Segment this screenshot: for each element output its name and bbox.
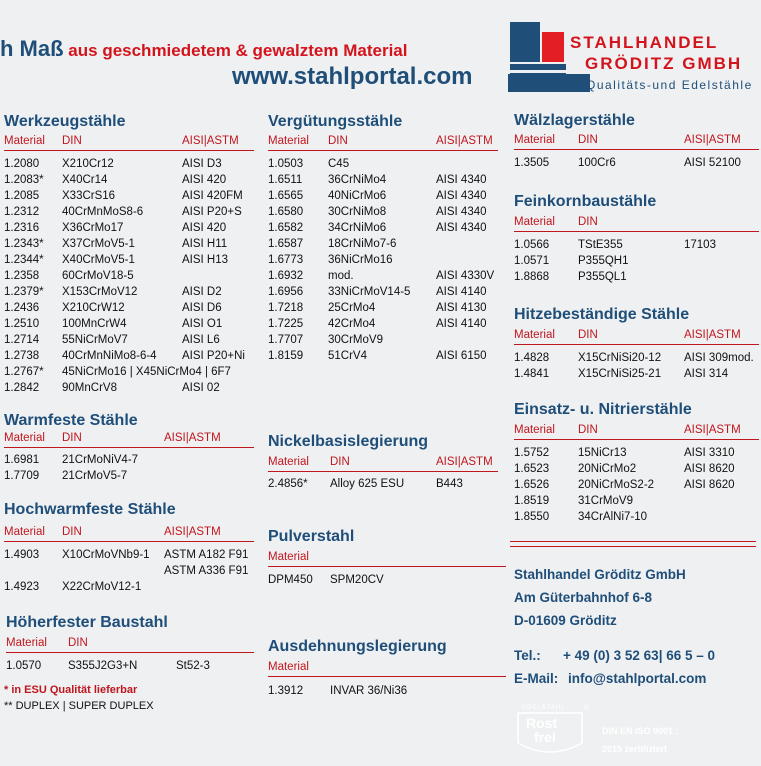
cell-material: 1.2738: [4, 350, 40, 362]
headline: [0, 36, 407, 62]
logo-tagline: Qualitäts-und Edelstähle: [586, 78, 753, 92]
table-row: [4, 549, 254, 565]
section-feinkornbaustaehle: [514, 193, 759, 287]
table-header: [6, 637, 254, 653]
cell-material: 1.7707: [268, 334, 304, 346]
cell-aisi: AISI 8620: [684, 479, 735, 491]
table-row: [4, 286, 254, 302]
header-aisi: AISI|ASTM: [436, 135, 493, 147]
table-header: [268, 551, 506, 567]
table-row: [4, 334, 254, 350]
header-material: Material: [4, 135, 45, 147]
table-row: [268, 238, 498, 254]
cell-material: 1.0566: [514, 239, 550, 251]
table-row: [268, 254, 498, 270]
cell-material: 1.6956: [268, 286, 304, 298]
header-material: Material: [268, 661, 309, 673]
cell-din: 40CrMnMoS8-6: [62, 206, 144, 218]
table-row: [268, 302, 498, 318]
cell-material: 1.4903: [4, 549, 40, 561]
header-aisi: AISI|ASTM: [164, 432, 221, 444]
cell-material: 1.2436: [4, 302, 40, 314]
table-header: [4, 432, 254, 448]
cell-din: P355QL1: [578, 271, 627, 283]
table-body: [268, 685, 506, 701]
cell-din: 60CrMoV18-5: [62, 270, 134, 282]
badge-rost: Rost: [526, 715, 558, 731]
cell-material: 1.2312: [4, 206, 40, 218]
cell-aisi: AISI 02: [182, 382, 220, 394]
cell-material: 1.2085: [4, 190, 40, 202]
cell-aisi: AISI 6150: [436, 350, 487, 362]
cell-material: 1.8868: [514, 271, 550, 283]
table-row: [4, 470, 254, 486]
section-werkzeugstaehle: [4, 113, 254, 398]
cell-material: 1.2343*: [4, 238, 44, 250]
cell-din: X22CrMoV12-1: [62, 581, 142, 593]
cell-din: 33NiCrMoV14-5: [328, 286, 411, 298]
table-row: [4, 222, 254, 238]
section-title: Ausdehnungslegierung: [268, 638, 447, 655]
section-title: Pulverstahl: [268, 528, 355, 545]
section-title: Wälzlagerstähle: [514, 112, 635, 129]
cell-material: 1.2379*: [4, 286, 44, 298]
cell-din: Alloy 625 ESU: [330, 478, 405, 490]
table-row: [268, 174, 498, 190]
note-esu: * in ESU Qualität lieferbar: [4, 684, 138, 696]
cell-material: 2.4856*: [268, 478, 308, 490]
cell-material: 1.8519: [514, 495, 550, 507]
table-row: [6, 660, 254, 676]
table-body: [514, 447, 759, 527]
section-waelzlagerstaehle: [514, 112, 759, 173]
header-aisi: AISI|ASTM: [684, 424, 741, 436]
contact-phone[interactable]: + 49 (0) 3 52 63| 66 5 – 0: [563, 648, 716, 663]
cell-din: 20NiCrMoS2-2: [578, 479, 655, 491]
cell-aisi: B443: [436, 478, 463, 490]
cell-material: 1.0571: [514, 255, 550, 267]
certification-line2: 2015 zertifiziert: [602, 744, 668, 754]
section-title: Nickelbasislegierung: [268, 433, 429, 450]
section-title: Feinkornbaustähle: [514, 193, 657, 210]
table-row: [4, 350, 254, 366]
cell-material: 1.0570: [6, 660, 42, 672]
cell-material: 1.4923: [4, 581, 40, 593]
cell-din: 42CrMo4: [328, 318, 376, 330]
cell-din: X40CrMoV5-1: [62, 254, 135, 266]
cell-din: 90MnCrV8: [62, 382, 117, 394]
cell-material: 1.6932: [268, 270, 304, 282]
table-row: [268, 190, 498, 206]
cell-din: 21CrMoNiV4-7: [62, 454, 139, 466]
header-din: DIN: [68, 637, 88, 649]
cell-din: X37CrMoV5-1: [62, 238, 135, 250]
section-verguetungsstaehle: [268, 113, 498, 366]
cell-din: INVAR 36/Ni36: [330, 685, 408, 697]
certification-line1: DIN EN ISO 9001 :: [602, 726, 679, 736]
header-din: DIN: [578, 424, 598, 436]
table-row: [514, 495, 759, 511]
note-duplex: ** DUPLEX | SUPER DUPLEX: [4, 700, 154, 712]
table-body: [268, 158, 498, 366]
cell-material: 1.2510: [4, 318, 40, 330]
table-row: [4, 454, 254, 470]
table-row: [268, 206, 498, 222]
cell-material: 1.4841: [514, 368, 550, 380]
table-row: [514, 271, 759, 287]
contact-street: Am Güterbahnhof 6-8: [514, 590, 653, 605]
table-header: [514, 424, 759, 440]
table-row: [4, 190, 254, 206]
header-aisi: AISI|ASTM: [436, 456, 493, 468]
header-din: DIN: [578, 134, 598, 146]
cell-aisi: AISI 4140: [436, 318, 487, 330]
table-body: [514, 239, 759, 287]
cell-material: 1.2316: [4, 222, 40, 234]
cell-din: TStE355: [578, 239, 623, 251]
cell-din: 34CrAlNi7-10: [578, 511, 648, 523]
table-body: [514, 157, 759, 173]
cell-aisi: AISI P20+Ni: [182, 350, 245, 362]
cell-din: 25CrMo4: [328, 302, 376, 314]
cell-material: 1.2767*: [4, 366, 44, 378]
cell-material: 1.8550: [514, 511, 550, 523]
table-body: [4, 158, 254, 398]
table-row: [4, 206, 254, 222]
cell-material: 1.2083*: [4, 174, 44, 186]
table-row: [268, 478, 498, 494]
header-material: Material: [514, 216, 555, 228]
table-header: [514, 216, 759, 232]
cell-aisi: AISI D3: [182, 158, 222, 170]
cell-aisi: AISI 420: [182, 174, 227, 186]
header-din: DIN: [62, 432, 82, 444]
cell-aisi: AISI 4330V: [436, 270, 495, 282]
contact-email-label: E-Mail:: [514, 671, 559, 686]
cell-material: 1.7709: [4, 470, 40, 482]
website-url[interactable]: www.stahlportal.com: [232, 63, 473, 90]
divider-line: [510, 546, 756, 547]
section-title: Vergütungsstähle: [268, 113, 403, 130]
badge-frei: frei: [534, 729, 556, 745]
table-row: [268, 222, 498, 238]
section-ausdehnungslegierung: [268, 638, 506, 701]
cell-aisi: 17103: [684, 239, 716, 251]
cell-din: X36CrMo17: [62, 222, 124, 234]
badge-top-text: EDELSTAHL: [522, 705, 566, 711]
table-body: [6, 660, 254, 676]
table-row: [514, 479, 759, 495]
section-hitzebestaendige-staehle: [514, 306, 759, 384]
cell-din: P355QH1: [578, 255, 629, 267]
cell-material: 1.2358: [4, 270, 40, 282]
cell-din: C45: [328, 158, 350, 170]
table-row: [4, 174, 254, 190]
cell-din: 100Cr6: [578, 157, 616, 169]
table-row: [514, 352, 759, 368]
table-row: [514, 511, 759, 527]
header-material: Material: [268, 551, 309, 563]
section-title: Hochwarmfeste Stähle: [4, 501, 176, 518]
cell-aisi: ASTM A336 F91: [164, 565, 249, 577]
table-header: [4, 526, 254, 542]
cell-din: 30CrMoV9: [328, 334, 383, 346]
header-material: Material: [514, 329, 555, 341]
cell-aisi: AISI H13: [182, 254, 229, 266]
contact-company: Stahlhandel Gröditz GmbH: [514, 567, 686, 582]
section-hochwarmfeste-staehle: [4, 501, 254, 597]
cell-material: DPM450: [268, 574, 313, 586]
header-material: Material: [514, 424, 555, 436]
cell-material: 1.6511: [268, 174, 303, 186]
table-row: [4, 581, 254, 597]
header-aisi: AISI|ASTM: [182, 135, 239, 147]
badge-reg-mark: ®: [584, 705, 590, 712]
cell-material: 1.4828: [514, 352, 550, 364]
cell-aisi: AISI 314: [684, 368, 729, 380]
cell-material: 1.0503: [268, 158, 304, 170]
cell-din: X210CrW12: [62, 302, 125, 314]
header-din: DIN: [578, 216, 598, 228]
cell-din: X33CrS16: [62, 190, 116, 202]
cell-din: X210Cr12: [62, 158, 114, 170]
header-aisi: AISI|ASTM: [684, 329, 741, 341]
cell-din: 31CrMoV9: [578, 495, 633, 507]
cell-din: 36NiCrMo16: [328, 254, 393, 266]
cell-din: 51CrV4: [328, 350, 367, 362]
contact-phone-label: Tel.:: [514, 648, 541, 663]
cell-material: 1.6587: [268, 238, 304, 250]
cell-aisi: AISI D2: [182, 286, 222, 298]
cell-din: mod.: [328, 270, 354, 282]
table-row: [4, 270, 254, 286]
table-header: [268, 456, 498, 472]
cell-aisi: AISI 420FM: [182, 190, 243, 202]
table-row: [4, 565, 254, 581]
cell-material: 1.2714: [4, 334, 40, 346]
table-header: [514, 329, 759, 345]
header-din: DIN: [62, 526, 82, 538]
table-header: [514, 134, 759, 150]
cell-din: X153CrMoV12: [62, 286, 138, 298]
table-row: [514, 463, 759, 479]
table-row: [514, 239, 759, 255]
header-material: Material: [4, 526, 45, 538]
table-header: [4, 135, 254, 151]
section-hoeherfester-baustahl: [6, 614, 254, 676]
cell-aisi: AISI 4340: [436, 190, 487, 202]
cell-aisi: AISI P20+S: [182, 206, 242, 218]
logo-text-stahlhandel: STAHLHANDEL: [570, 33, 719, 52]
table-row: [4, 302, 254, 318]
cell-aisi: St52-3: [176, 660, 210, 672]
cell-material: 1.2080: [4, 158, 40, 170]
cell-material: 1.6582: [268, 222, 304, 234]
contact-email[interactable]: info@stahlportal.com: [568, 671, 707, 686]
cell-aisi: AISI D6: [182, 302, 222, 314]
cell-din: 15NiCr13: [578, 447, 627, 459]
header-material: Material: [6, 637, 47, 649]
table-row: [514, 447, 759, 463]
cell-material: 1.6526: [514, 479, 550, 491]
table-body: [4, 454, 254, 486]
cell-material: 1.6981: [4, 454, 40, 466]
cell-material: 1.2344*: [4, 254, 44, 266]
section-warmfeste-staehle: [4, 412, 254, 486]
table-row: [268, 158, 498, 174]
header-material: Material: [268, 135, 309, 147]
table-row: [268, 318, 498, 334]
header-din: DIN: [578, 329, 598, 341]
cell-aisi: AISI 420: [182, 222, 227, 234]
cell-material: 1.5752: [514, 447, 550, 459]
cell-din: X15CrNiSi25-21: [578, 368, 662, 380]
header-material: Material: [514, 134, 555, 146]
table-body: [268, 478, 498, 494]
table-row: [4, 382, 254, 398]
cell-aisi: AISI 4140: [436, 286, 487, 298]
cell-din: X40Cr14: [62, 174, 108, 186]
table-row: [4, 318, 254, 334]
table-row: [268, 350, 498, 366]
cell-aisi: AISI 4130: [436, 302, 487, 314]
contact-city: D-01609 Gröditz: [514, 613, 617, 628]
table-row: [4, 366, 254, 382]
section-nickelbasislegierung: [268, 433, 498, 494]
cell-din: 40CrMnNiMo8-6-4: [62, 350, 157, 362]
cell-aisi: AISI H11: [182, 238, 228, 250]
cell-aisi: AISI 3310: [684, 447, 735, 459]
table-row: [268, 685, 506, 701]
cell-aisi: AISI 4340: [436, 222, 487, 234]
cell-material: 1.3505: [514, 157, 550, 169]
table-row: [268, 270, 498, 286]
cell-din: 45NiCrMo16 | X45NiCrMo4 | 6F7: [62, 366, 231, 378]
cell-aisi: AISI O1: [182, 318, 223, 330]
cell-aisi: AISI 52100: [684, 157, 741, 169]
cell-material: 1.7218: [268, 302, 304, 314]
section-title: Höherfester Baustahl: [6, 614, 168, 631]
header-material: Material: [4, 432, 45, 444]
table-header: [268, 135, 498, 151]
header-aisi: AISI|ASTM: [684, 134, 741, 146]
cell-material: 1.3912: [268, 685, 304, 697]
cell-material: 1.6565: [268, 190, 304, 202]
table-row: [514, 368, 759, 384]
cell-din: 18CrNiMo7-6: [328, 238, 397, 250]
cell-din: 21CrMoV5-7: [62, 470, 128, 482]
section-title: Warmfeste Stähle: [4, 412, 138, 429]
cell-material: 1.6773: [268, 254, 304, 266]
section-einsatz-nitrierstaehle: [514, 401, 759, 527]
header-din: DIN: [62, 135, 82, 147]
cell-material: 1.6523: [514, 463, 550, 475]
cell-aisi: AISI 4340: [436, 206, 487, 218]
header-aisi: AISI|ASTM: [164, 526, 221, 538]
cell-aisi: AISI L6: [182, 334, 220, 346]
headline-size: h Maß: [0, 36, 64, 61]
cell-din: X15CrNiSi20-12: [578, 352, 662, 364]
cell-material: 1.6580: [268, 206, 304, 218]
header-material: Material: [268, 456, 309, 468]
table-row: [268, 574, 506, 590]
cell-aisi: AISI 8620: [684, 463, 735, 475]
logo-base-bar: [508, 74, 590, 92]
table-row: [268, 334, 498, 350]
header-din: DIN: [328, 135, 348, 147]
table-row: [268, 286, 498, 302]
cell-din: 36CrNiMo4: [328, 174, 387, 186]
cell-aisi: AISI 309mod.: [684, 352, 754, 364]
table-body: [4, 549, 254, 597]
rostfrei-badge-icon: [512, 703, 592, 761]
cell-aisi: ASTM A182 F91: [164, 549, 249, 561]
cell-material: 1.7225: [268, 318, 304, 330]
cell-din: 34CrNiMo6: [328, 222, 387, 234]
cell-din: 100MnCrW4: [62, 318, 127, 330]
section-title: Hitzebeständige Stähle: [514, 306, 690, 323]
cell-material: 1.2842: [4, 382, 40, 394]
section-title: Werkzeugstähle: [4, 113, 126, 130]
divider-line: [510, 541, 756, 542]
table-row: [514, 157, 759, 173]
header-din: DIN: [330, 456, 350, 468]
cell-din: SPM20CV: [330, 574, 384, 586]
table-header: [268, 661, 506, 677]
cell-material: 1.8159: [268, 350, 304, 362]
cell-din: S355J2G3+N: [68, 660, 138, 672]
cell-din: 40NiCrMo6: [328, 190, 387, 202]
cell-din: X10CrMoVNb9-1: [62, 549, 150, 561]
cell-aisi: AISI 4340: [436, 174, 487, 186]
cell-din: 20NiCrMo2: [578, 463, 637, 475]
logo-text-groeditz: GRÖDITZ GMBH: [585, 54, 743, 73]
table-row: [4, 158, 254, 174]
section-pulverstahl: [268, 528, 506, 590]
section-title: Einsatz- u. Nitrierstähle: [514, 401, 692, 418]
table-row: [514, 255, 759, 271]
cell-din: 55NiCrMoV7: [62, 334, 128, 346]
table-row: [4, 254, 254, 270]
cell-din: 30CrNiMo8: [328, 206, 387, 218]
table-body: [514, 352, 759, 384]
headline-material: aus geschmiedetem & gewalztem Material: [68, 41, 408, 60]
table-row: [4, 238, 254, 254]
table-body: [268, 574, 506, 590]
